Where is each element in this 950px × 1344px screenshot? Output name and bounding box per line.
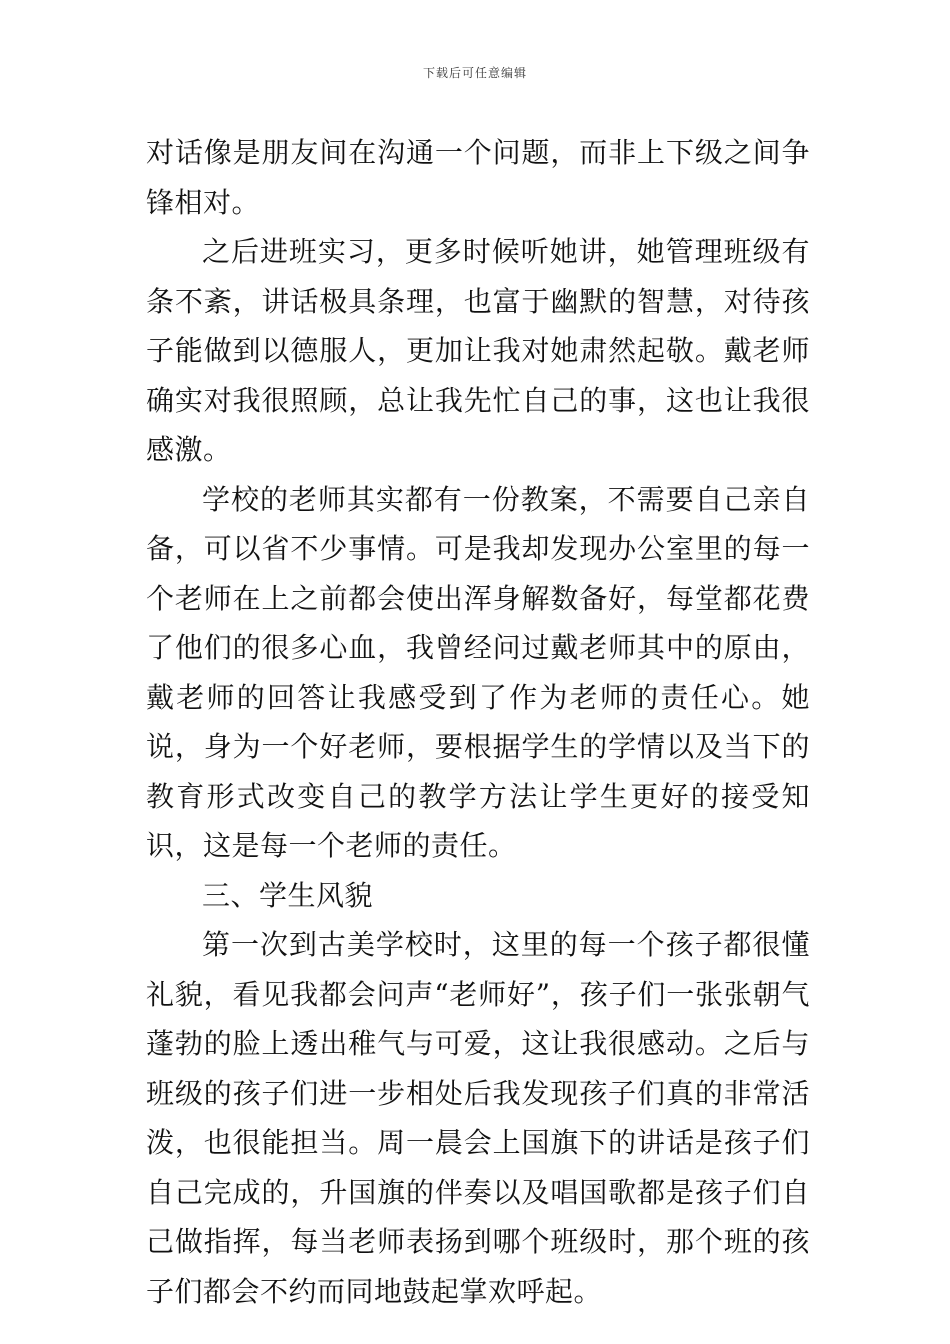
page-header: 下载后可任意编辑: [422, 66, 527, 80]
paragraph: 对话像是朋友间在沟通一个问题，而非上下级之间争锋相对。: [146, 136, 810, 219]
section-heading: 三、学生风貌: [202, 878, 374, 912]
paragraph: 学校的老师其实都有一份教案，不需要自己亲自备，可以省不少事情。可是我却发现办公室里的每一个老师在上之前都会使出浑身解数备好，每堂都花费了他们的很多心血，我曾经问过戴老师其中的原由，戴老师的回答让我感受到了作为老师的责任心。她说，身为一个好老师，要根据学生的学情以及当下的教育形式改变自己的教学方法让学生更好的接受知识，这是每一个老师的责任。: [146, 482, 810, 862]
paragraph: 第一次到古美学校时，这里的每一个孩子都很懂礼貌，看见我都会问声“老师好”，孩子们一张张朝气蓬勃的脸上透出稚气与可爱，这让我很感动。之后与班级的孩子们进一步相处后我发现孩子们真的非常活泼，也很能担当。周一晨会上国旗下的讲话是孩子们自己完成的，升国旗的伴奏以及唱国歌都是孩子们自己做指挥，每当老师表扬到哪个班级时，那个班的孩子们都会不约而同地鼓起掌欢呼起。: [146, 928, 810, 1308]
paragraph: 之后进班实习，更多时候听她讲，她管理班级有条不紊，讲话极具条理，也富于幽默的智慧，对待孩子能做到以德服人，更加让我对她肃然起敬。戴老师确实对我很照顾，总让我先忙自己的事，这也让我很感激。: [146, 235, 810, 466]
document-body: [146, 128, 810, 1316]
